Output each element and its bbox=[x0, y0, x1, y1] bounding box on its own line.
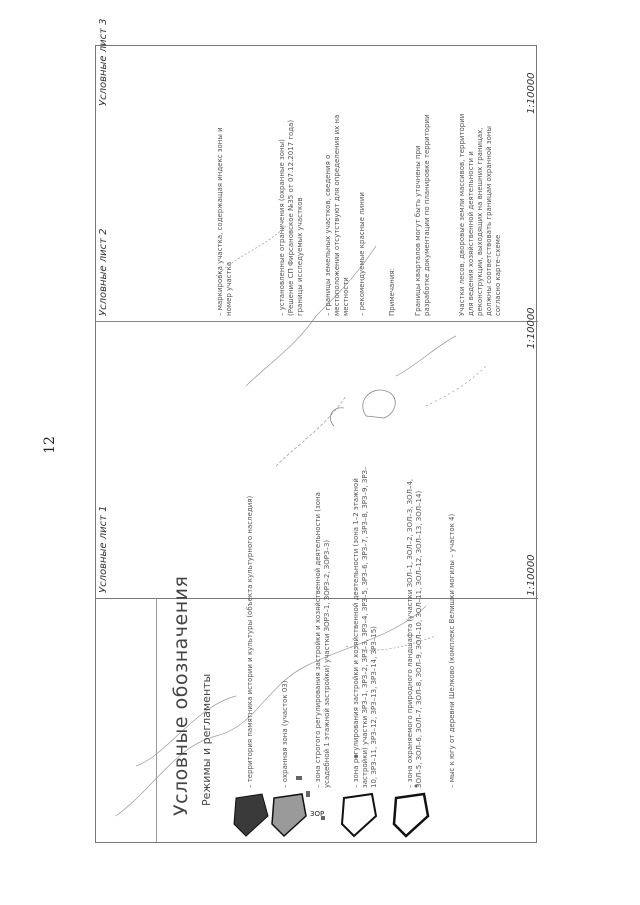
scale-2: 1:10000 bbox=[526, 307, 537, 349]
swatch-gray bbox=[272, 794, 306, 836]
swatch-dark bbox=[234, 794, 268, 836]
right-item-1: – маркировка участка, содержащая индекс зоны и номер участка bbox=[216, 127, 233, 316]
legend-item-2: – охранная зона (участок 03) bbox=[281, 680, 289, 788]
legend-item-3: – зона строгого регулирования застройки и хозяйственной деятельности (зона усадебной 1 этажной застройки) участки ЗОР3–1, ЗОР3–2, ЗОР3–3) bbox=[314, 492, 331, 788]
note-2: Участки лесов, дворовые земли массивов, территории для ведения хозяйственной деятельности и реконструкции, выходящих на внешних границах, должны соответствовать границам охранной зоны согласно карте-схеме bbox=[458, 113, 502, 316]
right-item-4: – рекомендуемые красные линии bbox=[358, 192, 366, 316]
sheet-label-3: Условные лист 3 bbox=[98, 18, 109, 106]
swatch-outline2 bbox=[394, 794, 428, 836]
swatch-outline bbox=[342, 794, 376, 836]
right-item-3: – границы земельных участков, сведения о местоположении отсутствуют для определения их на местности bbox=[324, 114, 350, 316]
legend-subtitle: Режимы и регламенты bbox=[200, 673, 213, 806]
legend-item-5: – зона охраняемого природного ландшафта (участки ЗОЛ–1, ЗОЛ–2, ЗОЛ–3, ЗОЛ–4, ЗОЛ–5, ЗОЛ–6, ЗОЛ–7, ЗОЛ–8, ЗОЛ–9, ЗОЛ–10, ЗОЛ–11, ЗОЛ–12, ЗОЛ–13, ЗОЛ–14) bbox=[406, 478, 423, 788]
sheet-label-2: Условные лист 2 bbox=[98, 228, 109, 316]
sheet-label-1: Условные лист 1 bbox=[98, 505, 109, 593]
scale-3: 1:10000 bbox=[526, 72, 537, 114]
swatch-label-mark: ЗОР bbox=[310, 810, 325, 818]
note-1: Границы кварталов могут быть уточнены при разработке документации по планировке территории bbox=[414, 114, 431, 316]
legend-item-6: – мыс к югу от деревни Шелково (комплекс Велишки могилы – участок 4) bbox=[448, 513, 456, 788]
legend-item-4: – зона регулирования застройки и хозяйственной деятельности (зона 1–2 этажной застройки) участки ЗРЗ–1, ЗРЗ–2, ЗРЗ–3, ЗРЗ–4, ЗРЗ–5, ЗРЗ–6, ЗРЗ–7, ЗРЗ–8, ЗРЗ–9, ЗРЗ–10, ЗРЗ–11, ЗРЗ–12, ЗРЗ–13, ЗРЗ–14, ЗРЗ–15) bbox=[352, 466, 378, 788]
notes-title: Примечания: bbox=[388, 268, 396, 316]
scale-1: 1:10000 bbox=[526, 554, 537, 596]
legend-title: Условные обозначения bbox=[170, 575, 192, 816]
right-item-2: – установленные ограничения (охранные зоны) (Решение СП Фирсановское №35 от 07.12.2017 года) границы исследуемых участков bbox=[278, 119, 304, 316]
page-number: 12 bbox=[42, 436, 58, 454]
map-sheet bbox=[95, 18, 537, 843]
legend-item-1: – территория памятника истории и культуры (объекта культурного наследия) bbox=[246, 495, 254, 788]
